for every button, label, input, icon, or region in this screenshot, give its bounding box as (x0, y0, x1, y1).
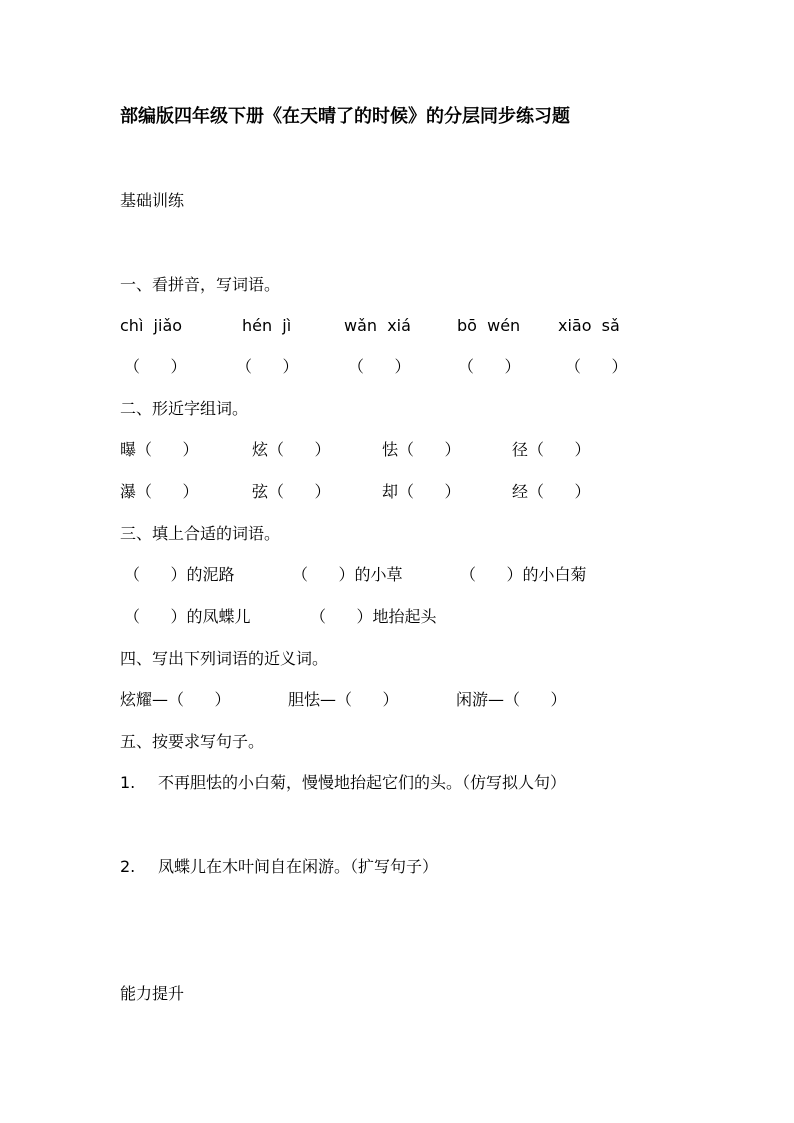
q4-item-3[interactable]: 闲游—（ ） (456, 690, 567, 709)
q4-heading: 四、写出下列词语的近义词。 (120, 649, 329, 668)
q2-heading: 二、形近字组词。 (120, 399, 249, 418)
q5-heading: 五、按要求写句子。 (120, 732, 265, 751)
q5-item-2-text: 凤蝶儿在木叶间自在闲游。（扩写句子） (158, 857, 439, 876)
q4-item-2[interactable]: 胆怯—（ ） (288, 690, 399, 709)
section-heading-ability: 能力提升 (120, 984, 185, 1003)
document-title: 部编版四年级下册《在天晴了的时候》的分层同步练习题 (120, 106, 570, 127)
q5-item-1-text: 不再胆怯的小白菊，慢慢地抬起它们的头。（仿写拟人句） (158, 773, 567, 792)
q1-blank-2[interactable]: （ ） (236, 357, 299, 376)
q2-row2-item-2[interactable]: 弦（ ） (252, 482, 331, 501)
section-heading-basic: 基础训练 (120, 191, 185, 210)
q5-item-2-number: 2. (120, 857, 136, 876)
q2-row2-item-1[interactable]: 瀑（ ） (120, 482, 199, 501)
q1-blank-4[interactable]: （ ） (458, 357, 521, 376)
q3-row2-item-1[interactable]: （ ）的凤蝶儿 (124, 607, 251, 626)
q1-blank-1[interactable]: （ ） (124, 357, 187, 376)
q4-item-1[interactable]: 炫耀—（ ） (120, 690, 231, 709)
q1-pinyin-5: xiāo sǎ (558, 316, 620, 335)
q2-row2-item-4[interactable]: 经（ ） (512, 482, 591, 501)
q2-row1-item-2[interactable]: 炫（ ） (252, 440, 331, 459)
q1-blank-3[interactable]: （ ） (348, 357, 411, 376)
q1-pinyin-2: hén jì (242, 316, 292, 335)
q1-pinyin-3: wǎn xiá (344, 316, 411, 335)
q1-heading: 一、看拼音，写词语。 (120, 275, 281, 294)
q1-pinyin-4: bō wén (457, 316, 521, 335)
q3-row1-item-1[interactable]: （ ）的泥路 (124, 565, 235, 584)
q2-row1-item-3[interactable]: 怯（ ） (382, 440, 461, 459)
q3-row1-item-2[interactable]: （ ）的小草 (292, 565, 403, 584)
q1-pinyin-1: chì jiǎo (120, 316, 183, 335)
q5-item-1-number: 1. (120, 773, 136, 792)
q1-blank-5[interactable]: （ ） (565, 357, 628, 376)
q3-row2-item-2[interactable]: （ ）地抬起头 (310, 607, 437, 626)
q2-row2-item-3[interactable]: 却（ ） (382, 482, 461, 501)
q3-heading: 三、填上合适的词语。 (120, 524, 281, 543)
q2-row1-item-1[interactable]: 曝（ ） (120, 440, 199, 459)
q3-row1-item-3[interactable]: （ ）的小白菊 (460, 565, 587, 584)
q2-row1-item-4[interactable]: 径（ ） (512, 440, 591, 459)
